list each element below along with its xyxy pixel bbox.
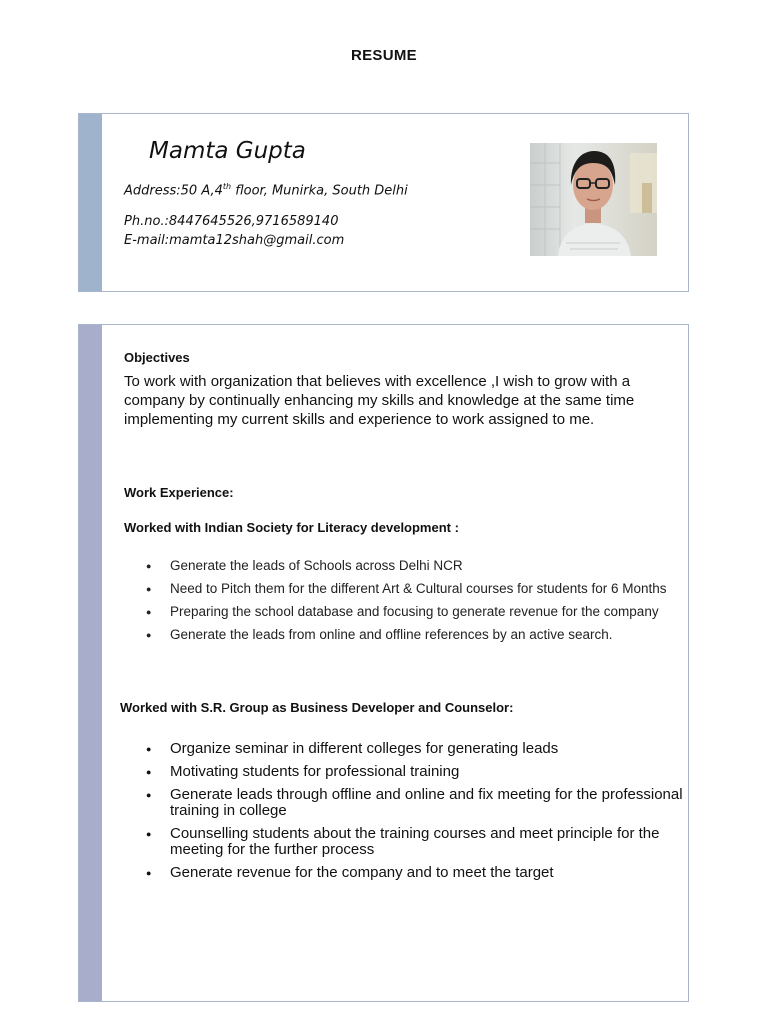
work-experience-heading: Work Experience: <box>124 485 234 500</box>
header-card <box>78 113 689 292</box>
list-item: ● Motivating students for professional training <box>146 764 686 780</box>
job2-title: Worked with S.R. Group as Business Developer and Counselor: <box>120 700 514 715</box>
body-accent-bar <box>79 325 102 1001</box>
list-item: ● Generate the leads from online and offline references by an active search. <box>146 627 686 643</box>
email-address: E-mail:mamta12shah@gmail.com <box>124 233 345 248</box>
address-superscript: th <box>222 182 232 191</box>
list-item: ● Counselling students about the training courses and meet principle for the meeting for the further process <box>146 826 686 858</box>
job1-title: Worked with Indian Society for Literacy development : <box>124 520 459 535</box>
address-prefix: Address:50 A,4 <box>124 183 223 199</box>
list-item: ● Generate the leads of Schools across Delhi NCR <box>146 558 686 574</box>
objectives-text: To work with organization that believes with excellence ,I wish to grow with a company by continually enhancing my skills and knowledge at the same time implementing my current skills and experience to work assigned to me. <box>124 373 635 428</box>
job1-bullet-list <box>146 558 686 650</box>
profile-photo-image <box>530 143 657 256</box>
list-item: ● Generate revenue for the company and to meet the target <box>146 865 686 881</box>
address <box>124 182 408 198</box>
list-item: ● Organize seminar in different colleges for generating leads <box>146 741 686 757</box>
objectives-heading: Objectives <box>124 350 190 365</box>
address-suffix: floor, Munirka, South Delhi <box>231 183 408 199</box>
candidate-name: Mamta Gupta <box>149 138 306 164</box>
list-item: ● Preparing the school database and focusing to generate revenue for the company <box>146 604 686 620</box>
list-item: ● Generate leads through offline and online and fix meeting for the professional training in college <box>146 787 686 819</box>
list-item: ● Need to Pitch them for the different Art & Cultural courses for students for 6 Months <box>146 581 686 597</box>
header-accent-bar <box>79 114 102 291</box>
body-card <box>78 324 689 1002</box>
job2-bullet-list <box>146 741 686 888</box>
profile-photo <box>530 143 657 256</box>
phone-number: Ph.no.:8447645526,9716589140 <box>124 214 339 229</box>
document-title: RESUME <box>351 47 417 64</box>
